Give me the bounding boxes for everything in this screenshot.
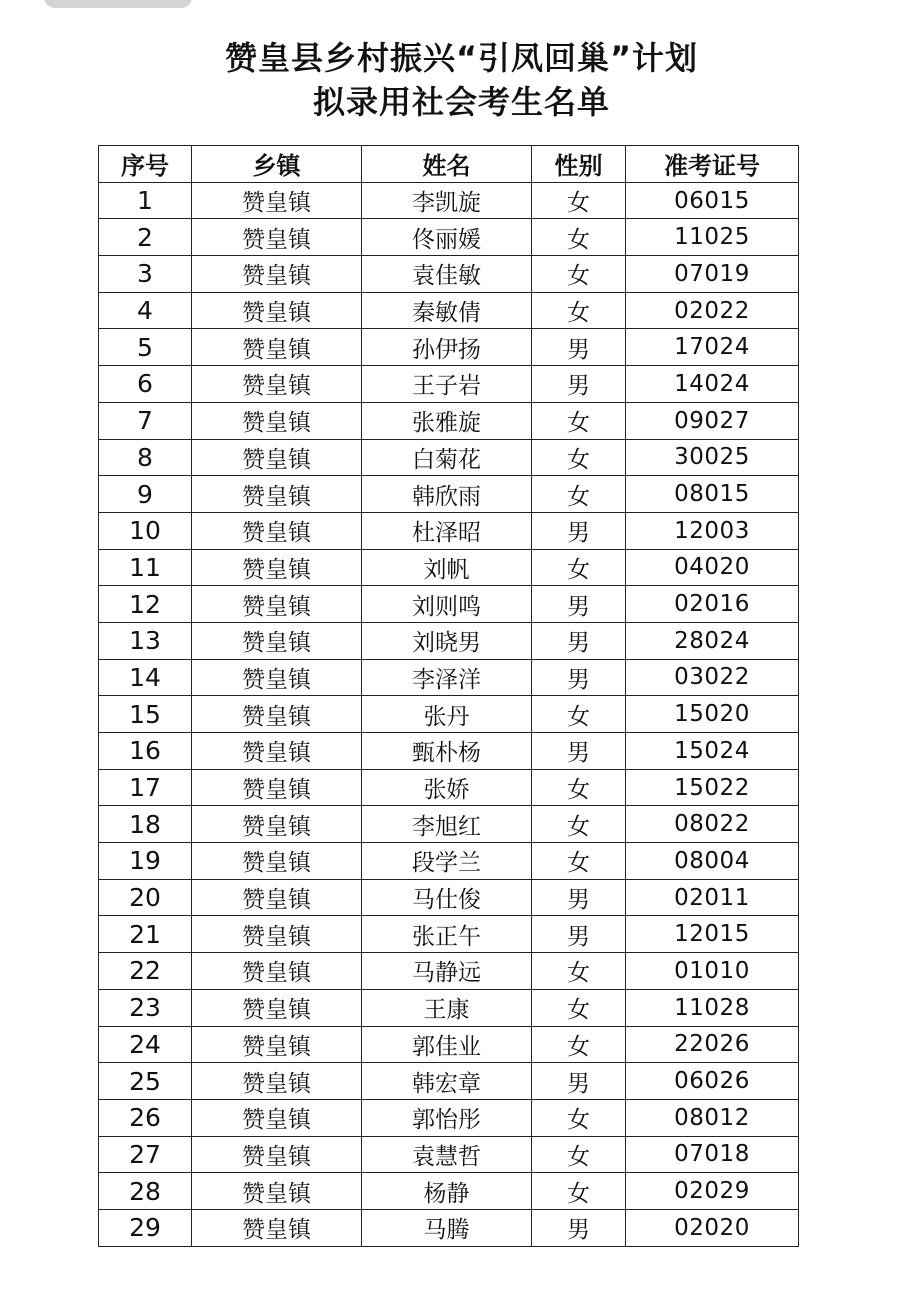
table-row [99,292,799,329]
cell-name: 马腾 [362,1209,532,1246]
table-row [99,1136,799,1173]
cell-name: 杨静 [362,1173,532,1210]
cell-town: 赞皇镇 [192,733,362,770]
cell-index: 20 [99,879,192,916]
table-row [99,659,799,696]
cell-index: 7 [99,402,192,439]
cell-exam-number: 08022 [626,806,799,843]
table-row [99,1099,799,1136]
cell-gender: 男 [532,586,626,623]
cell-exam-number: 17024 [626,329,799,366]
cell-name: 李旭红 [362,806,532,843]
table-row [99,1173,799,1210]
document-subtitle: 拟录用社会考生名单 [312,83,610,121]
cell-index: 23 [99,989,192,1026]
table-row [99,1063,799,1100]
cell-index: 25 [99,1063,192,1100]
header-town: 乡镇 [192,146,362,183]
table-row [99,512,799,549]
cell-index: 17 [99,769,192,806]
cell-exam-number: 08004 [626,843,799,880]
cell-index: 1 [99,182,192,219]
cell-index: 8 [99,439,192,476]
cell-index: 19 [99,843,192,880]
table-row [99,366,799,403]
table-row [99,879,799,916]
table-row [99,329,799,366]
table-row [99,219,799,256]
table-row [99,806,799,843]
cell-name: 韩欣雨 [362,476,532,513]
cell-name: 李凯旋 [362,182,532,219]
header-index: 序号 [99,146,192,183]
cell-exam-number: 08012 [626,1099,799,1136]
cell-town: 赞皇镇 [192,1099,362,1136]
top-scroll-indicator [44,0,192,8]
cell-index: 13 [99,622,192,659]
cell-gender: 男 [532,329,626,366]
table-row [99,989,799,1026]
cell-index: 6 [99,366,192,403]
cell-town: 赞皇镇 [192,512,362,549]
cell-exam-number: 02022 [626,292,799,329]
cell-exam-number: 11025 [626,219,799,256]
cell-exam-number: 08015 [626,476,799,513]
cell-gender: 男 [532,1063,626,1100]
cell-exam-number: 09027 [626,402,799,439]
cell-exam-number: 22026 [626,1026,799,1063]
cell-name: 孙伊扬 [362,329,532,366]
cell-name: 李泽洋 [362,659,532,696]
cell-gender: 女 [532,1173,626,1210]
table-row [99,843,799,880]
table-header-row [99,146,799,183]
cell-town: 赞皇镇 [192,659,362,696]
cell-exam-number: 12003 [626,512,799,549]
cell-index: 15 [99,696,192,733]
cell-gender: 男 [532,512,626,549]
cell-name: 韩宏章 [362,1063,532,1100]
table-row [99,769,799,806]
table-body [99,182,799,1246]
cell-index: 12 [99,586,192,623]
cell-town: 赞皇镇 [192,329,362,366]
cell-index: 27 [99,1136,192,1173]
table-row [99,476,799,513]
cell-town: 赞皇镇 [192,1209,362,1246]
cell-index: 16 [99,733,192,770]
cell-exam-number: 01010 [626,953,799,990]
cell-town: 赞皇镇 [192,843,362,880]
header-exam-number: 准考证号 [626,146,799,183]
cell-town: 赞皇镇 [192,219,362,256]
table-row [99,953,799,990]
cell-index: 26 [99,1099,192,1136]
cell-name: 秦敏倩 [362,292,532,329]
cell-name: 郭佳业 [362,1026,532,1063]
cell-town: 赞皇镇 [192,586,362,623]
cell-town: 赞皇镇 [192,366,362,403]
table-row [99,439,799,476]
cell-index: 24 [99,1026,192,1063]
cell-name: 刘帆 [362,549,532,586]
cell-exam-number: 30025 [626,439,799,476]
cell-index: 29 [99,1209,192,1246]
cell-name: 张正午 [362,916,532,953]
cell-exam-number: 02011 [626,879,799,916]
document-title: 赞皇县乡村振兴“引凤回巢”计划 [224,39,699,77]
cell-town: 赞皇镇 [192,953,362,990]
cell-exam-number: 11028 [626,989,799,1026]
cell-town: 赞皇镇 [192,182,362,219]
cell-index: 11 [99,549,192,586]
cell-gender: 女 [532,549,626,586]
table-row [99,1209,799,1246]
cell-name: 王康 [362,989,532,1026]
cell-gender: 男 [532,879,626,916]
table-row [99,402,799,439]
cell-index: 18 [99,806,192,843]
cell-exam-number: 15020 [626,696,799,733]
table-row [99,256,799,293]
cell-town: 赞皇镇 [192,1063,362,1100]
cell-exam-number: 07019 [626,256,799,293]
cell-index: 14 [99,659,192,696]
cell-index: 3 [99,256,192,293]
cell-gender: 女 [532,476,626,513]
cell-exam-number: 04020 [626,549,799,586]
table-row [99,622,799,659]
cell-exam-number: 06015 [626,182,799,219]
cell-name: 张娇 [362,769,532,806]
cell-gender: 女 [532,696,626,733]
cell-index: 5 [99,329,192,366]
header-gender: 性别 [532,146,626,183]
cell-name: 刘则鸣 [362,586,532,623]
cell-gender: 女 [532,219,626,256]
cell-name: 张丹 [362,696,532,733]
cell-name: 白菊花 [362,439,532,476]
cell-name: 佟丽媛 [362,219,532,256]
cell-gender: 男 [532,622,626,659]
cell-town: 赞皇镇 [192,292,362,329]
cell-gender: 女 [532,439,626,476]
cell-gender: 男 [532,366,626,403]
cell-town: 赞皇镇 [192,696,362,733]
cell-town: 赞皇镇 [192,1026,362,1063]
cell-gender: 女 [532,806,626,843]
cell-exam-number: 07018 [626,1136,799,1173]
cell-town: 赞皇镇 [192,1136,362,1173]
cell-exam-number: 02020 [626,1209,799,1246]
cell-gender: 男 [532,1209,626,1246]
cell-town: 赞皇镇 [192,622,362,659]
candidate-table [98,145,799,1247]
cell-gender: 女 [532,292,626,329]
cell-gender: 男 [532,916,626,953]
header-name: 姓名 [362,146,532,183]
cell-exam-number: 15024 [626,733,799,770]
table-row [99,696,799,733]
cell-town: 赞皇镇 [192,402,362,439]
cell-exam-number: 03022 [626,659,799,696]
cell-gender: 女 [532,769,626,806]
cell-gender: 女 [532,256,626,293]
cell-gender: 女 [532,1099,626,1136]
cell-gender: 男 [532,733,626,770]
cell-exam-number: 02029 [626,1173,799,1210]
cell-town: 赞皇镇 [192,916,362,953]
cell-exam-number: 14024 [626,366,799,403]
cell-index: 4 [99,292,192,329]
table-row [99,1026,799,1063]
cell-exam-number: 06026 [626,1063,799,1100]
cell-town: 赞皇镇 [192,879,362,916]
cell-name: 马静远 [362,953,532,990]
cell-name: 张雅旋 [362,402,532,439]
cell-index: 21 [99,916,192,953]
table-row [99,916,799,953]
cell-exam-number: 02016 [626,586,799,623]
cell-town: 赞皇镇 [192,256,362,293]
cell-exam-number: 28024 [626,622,799,659]
cell-gender: 女 [532,1026,626,1063]
cell-gender: 男 [532,659,626,696]
cell-gender: 女 [532,1136,626,1173]
cell-gender: 女 [532,953,626,990]
cell-gender: 女 [532,182,626,219]
cell-name: 王子岩 [362,366,532,403]
cell-gender: 女 [532,989,626,1026]
cell-town: 赞皇镇 [192,989,362,1026]
cell-name: 马仕俊 [362,879,532,916]
cell-town: 赞皇镇 [192,1173,362,1210]
cell-index: 28 [99,1173,192,1210]
cell-name: 杜泽昭 [362,512,532,549]
cell-exam-number: 12015 [626,916,799,953]
cell-index: 10 [99,512,192,549]
table-row [99,586,799,623]
cell-town: 赞皇镇 [192,806,362,843]
cell-name: 刘晓男 [362,622,532,659]
table-row [99,549,799,586]
cell-town: 赞皇镇 [192,476,362,513]
cell-name: 段学兰 [362,843,532,880]
cell-index: 9 [99,476,192,513]
cell-name: 袁佳敏 [362,256,532,293]
cell-town: 赞皇镇 [192,769,362,806]
cell-name: 郭怡彤 [362,1099,532,1136]
cell-exam-number: 15022 [626,769,799,806]
cell-name: 甄朴杨 [362,733,532,770]
cell-index: 22 [99,953,192,990]
cell-town: 赞皇镇 [192,549,362,586]
cell-gender: 女 [532,402,626,439]
cell-town: 赞皇镇 [192,439,362,476]
cell-name: 袁慧哲 [362,1136,532,1173]
table-row [99,182,799,219]
cell-gender: 女 [532,843,626,880]
cell-index: 2 [99,219,192,256]
table-row [99,733,799,770]
